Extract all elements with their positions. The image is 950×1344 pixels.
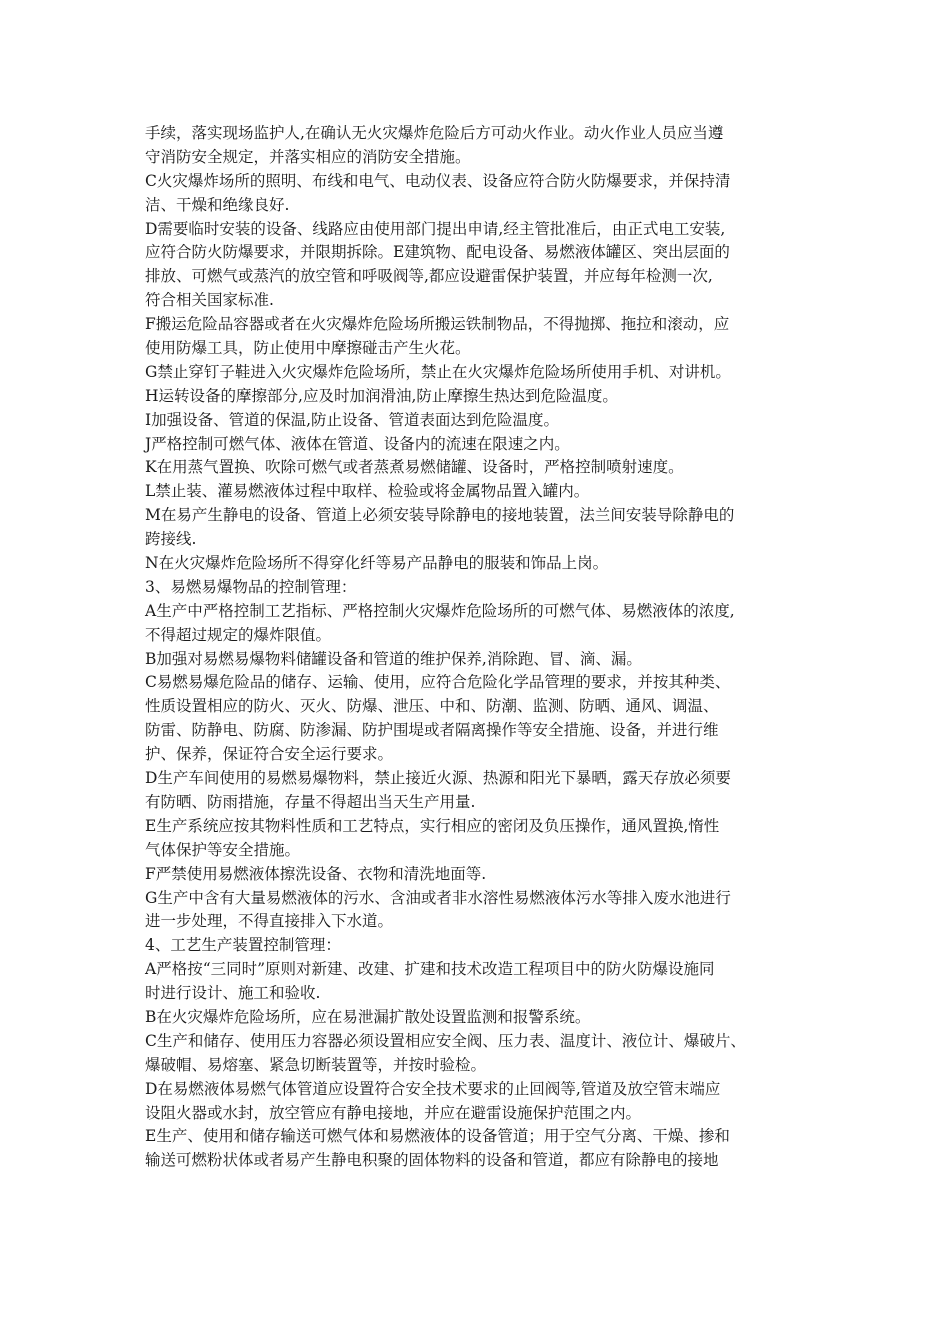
text-line: 不得超过规定的爆炸限值。 (145, 625, 332, 644)
section-heading: 3、易燃易爆物品的控制管理： (145, 577, 357, 596)
text-line: D需要临时安装的设备、线路应由使用部门提出申请,经主管批准后，由正式电工安装, (145, 219, 726, 238)
text-line: A严格按“三同时”原则对新建、改建、扩建和技术改造工程项目中的防火防爆设施同 (145, 960, 715, 979)
text-line: C易燃易爆危险品的储存、运输、使用，应符合危险化学品管理的要求，并按其种类、 (145, 673, 731, 692)
text-line: F严禁使用易燃液体擦洗设备、衣物和清洗地面等. (145, 864, 487, 883)
text-line: 防雷、防静电、防腐、防渗漏、防护围堤或者隔离操作等安全措施、设备，并进行维 (145, 721, 719, 740)
text-line: 跨接线. (145, 530, 197, 549)
text-line: 手续，落实现场监护人,在确认无火灾爆炸危险后方可动火作业。动火作业人员应当遵 (145, 124, 724, 142)
text-line: 洁、干燥和绝缘良好. (145, 195, 290, 214)
text-line: F搬运危险品容器或者在火灾爆炸危险场所搬运铁制物品，不得抛掷、拖拉和滚动，应 (145, 315, 730, 334)
text-line: 性质设置相应的防火、灭火、防爆、泄压、中和、防潮、监测、防晒、通风、调温、 (145, 697, 719, 716)
text-line: 进一步处理，不得直接排入下水道。 (145, 912, 394, 931)
text-line: 护、保养，保证符合安全运行要求。 (145, 745, 394, 764)
text-line: K在用蒸气置换、吹除可燃气或者蒸煮易燃储罐、设备时，严格控制喷射速度。 (145, 458, 684, 477)
document-body (145, 122, 825, 1173)
text-line: D生产车间使用的易燃易爆物料，禁止接近火源、热源和阳光下暴晒，露天存放必须要 (145, 769, 731, 788)
text-line: C火灾爆炸场所的照明、布线和电气、电动仪表、设备应符合防火防爆要求，并保持清 (145, 171, 731, 190)
text-line: N在火灾爆炸危险场所不得穿化纤等易产品静电的服装和饰品上岗。 (145, 554, 609, 573)
text-line: 输送可燃粉状体或者易产生静电积聚的固体物料的设备和管道，都应有除静电的接地 (145, 1151, 719, 1170)
text-line: 设阻火器或水封，放空管应有静电接地，并应在避雷设施保护范围之内。 (145, 1103, 642, 1122)
text-line: J严格控制可燃气体、液体在管道、设备内的流速在限速之内。 (145, 434, 570, 453)
text-line: 有防晒、防雨措施，存量不得超出当天生产用量. (145, 792, 476, 811)
text-line: 时进行设计、施工和验收. (145, 984, 321, 1003)
text-line: A生产中严格控制工艺指标、严格控制火灾爆炸危险场所的可燃气体、易燃液体的浓度, (145, 601, 735, 620)
text-line: B在火灾爆炸危险场所，应在易泄漏扩散处设置监测和报警系统。 (145, 1007, 591, 1026)
text-line: H运转设备的摩擦部分,应及时加润滑油,防止摩擦生热达到危险温度。 (145, 386, 618, 405)
text-line: 符合相关国家标准. (145, 291, 274, 310)
text-line: L禁止装、灌易燃液体过程中取样、检验或将金属物品置入罐内。 (145, 482, 590, 501)
text-line: 排放、可燃气或蒸汽的放空管和呼吸阀等,都应设避雷保护装置，并应每年检测一次, (145, 267, 713, 286)
text-line: 应符合防火防爆要求，并限期拆除。E建筑物、配电设备、易燃液体罐区、突出层面的 (145, 243, 730, 262)
text-line: D在易燃液体易燃气体管道应设置符合安全技术要求的止回阀等,管道及放空管末端应 (145, 1079, 721, 1098)
text-line: E生产、使用和储存输送可燃气体和易燃液体的设备管道；用于空气分离、干燥、掺和 (145, 1127, 730, 1146)
text-line: M在易产生静电的设备、管道上必须安装导除静电的接地装置，法兰间安装导除静电的 (145, 506, 735, 525)
section-heading: 4、工艺生产装置控制管理： (145, 936, 341, 955)
text-line: 爆破帽、易熔塞、紧急切断装置等，并按时验检。 (145, 1055, 487, 1074)
text-line: G生产中含有大量易燃液体的污水、含油或者非水溶性易燃液体污水等排入废水池进行 (145, 888, 731, 907)
text-line: I加强设备、管道的保温,防止设备、管道表面达到危险温度。 (145, 410, 560, 429)
text-line: E生产系统应按其物料性质和工艺特点，实行相应的密闭及负压操作，通风置换,惰性 (145, 816, 720, 835)
text-line: B加强对易燃易爆物料储罐设备和管道的维护保养,消除跑、冒、滴、漏。 (145, 649, 642, 668)
text-line: 气体保护等安全措施。 (145, 840, 301, 859)
text-line: G禁止穿钉子鞋进入火灾爆炸危险场所，禁止在火灾爆炸危险场所使用手机、对讲机。 (145, 362, 731, 381)
text-line: 使用防爆工具，防止使用中摩擦碰击产生火花。 (145, 339, 471, 358)
text-line: C生产和储存、使用压力容器必须设置相应安全阀、压力表、温度计、液位计、爆破片、 (145, 1031, 746, 1050)
text-line: 守消防安全规定，并落实相应的消防安全措施。 (145, 147, 471, 166)
